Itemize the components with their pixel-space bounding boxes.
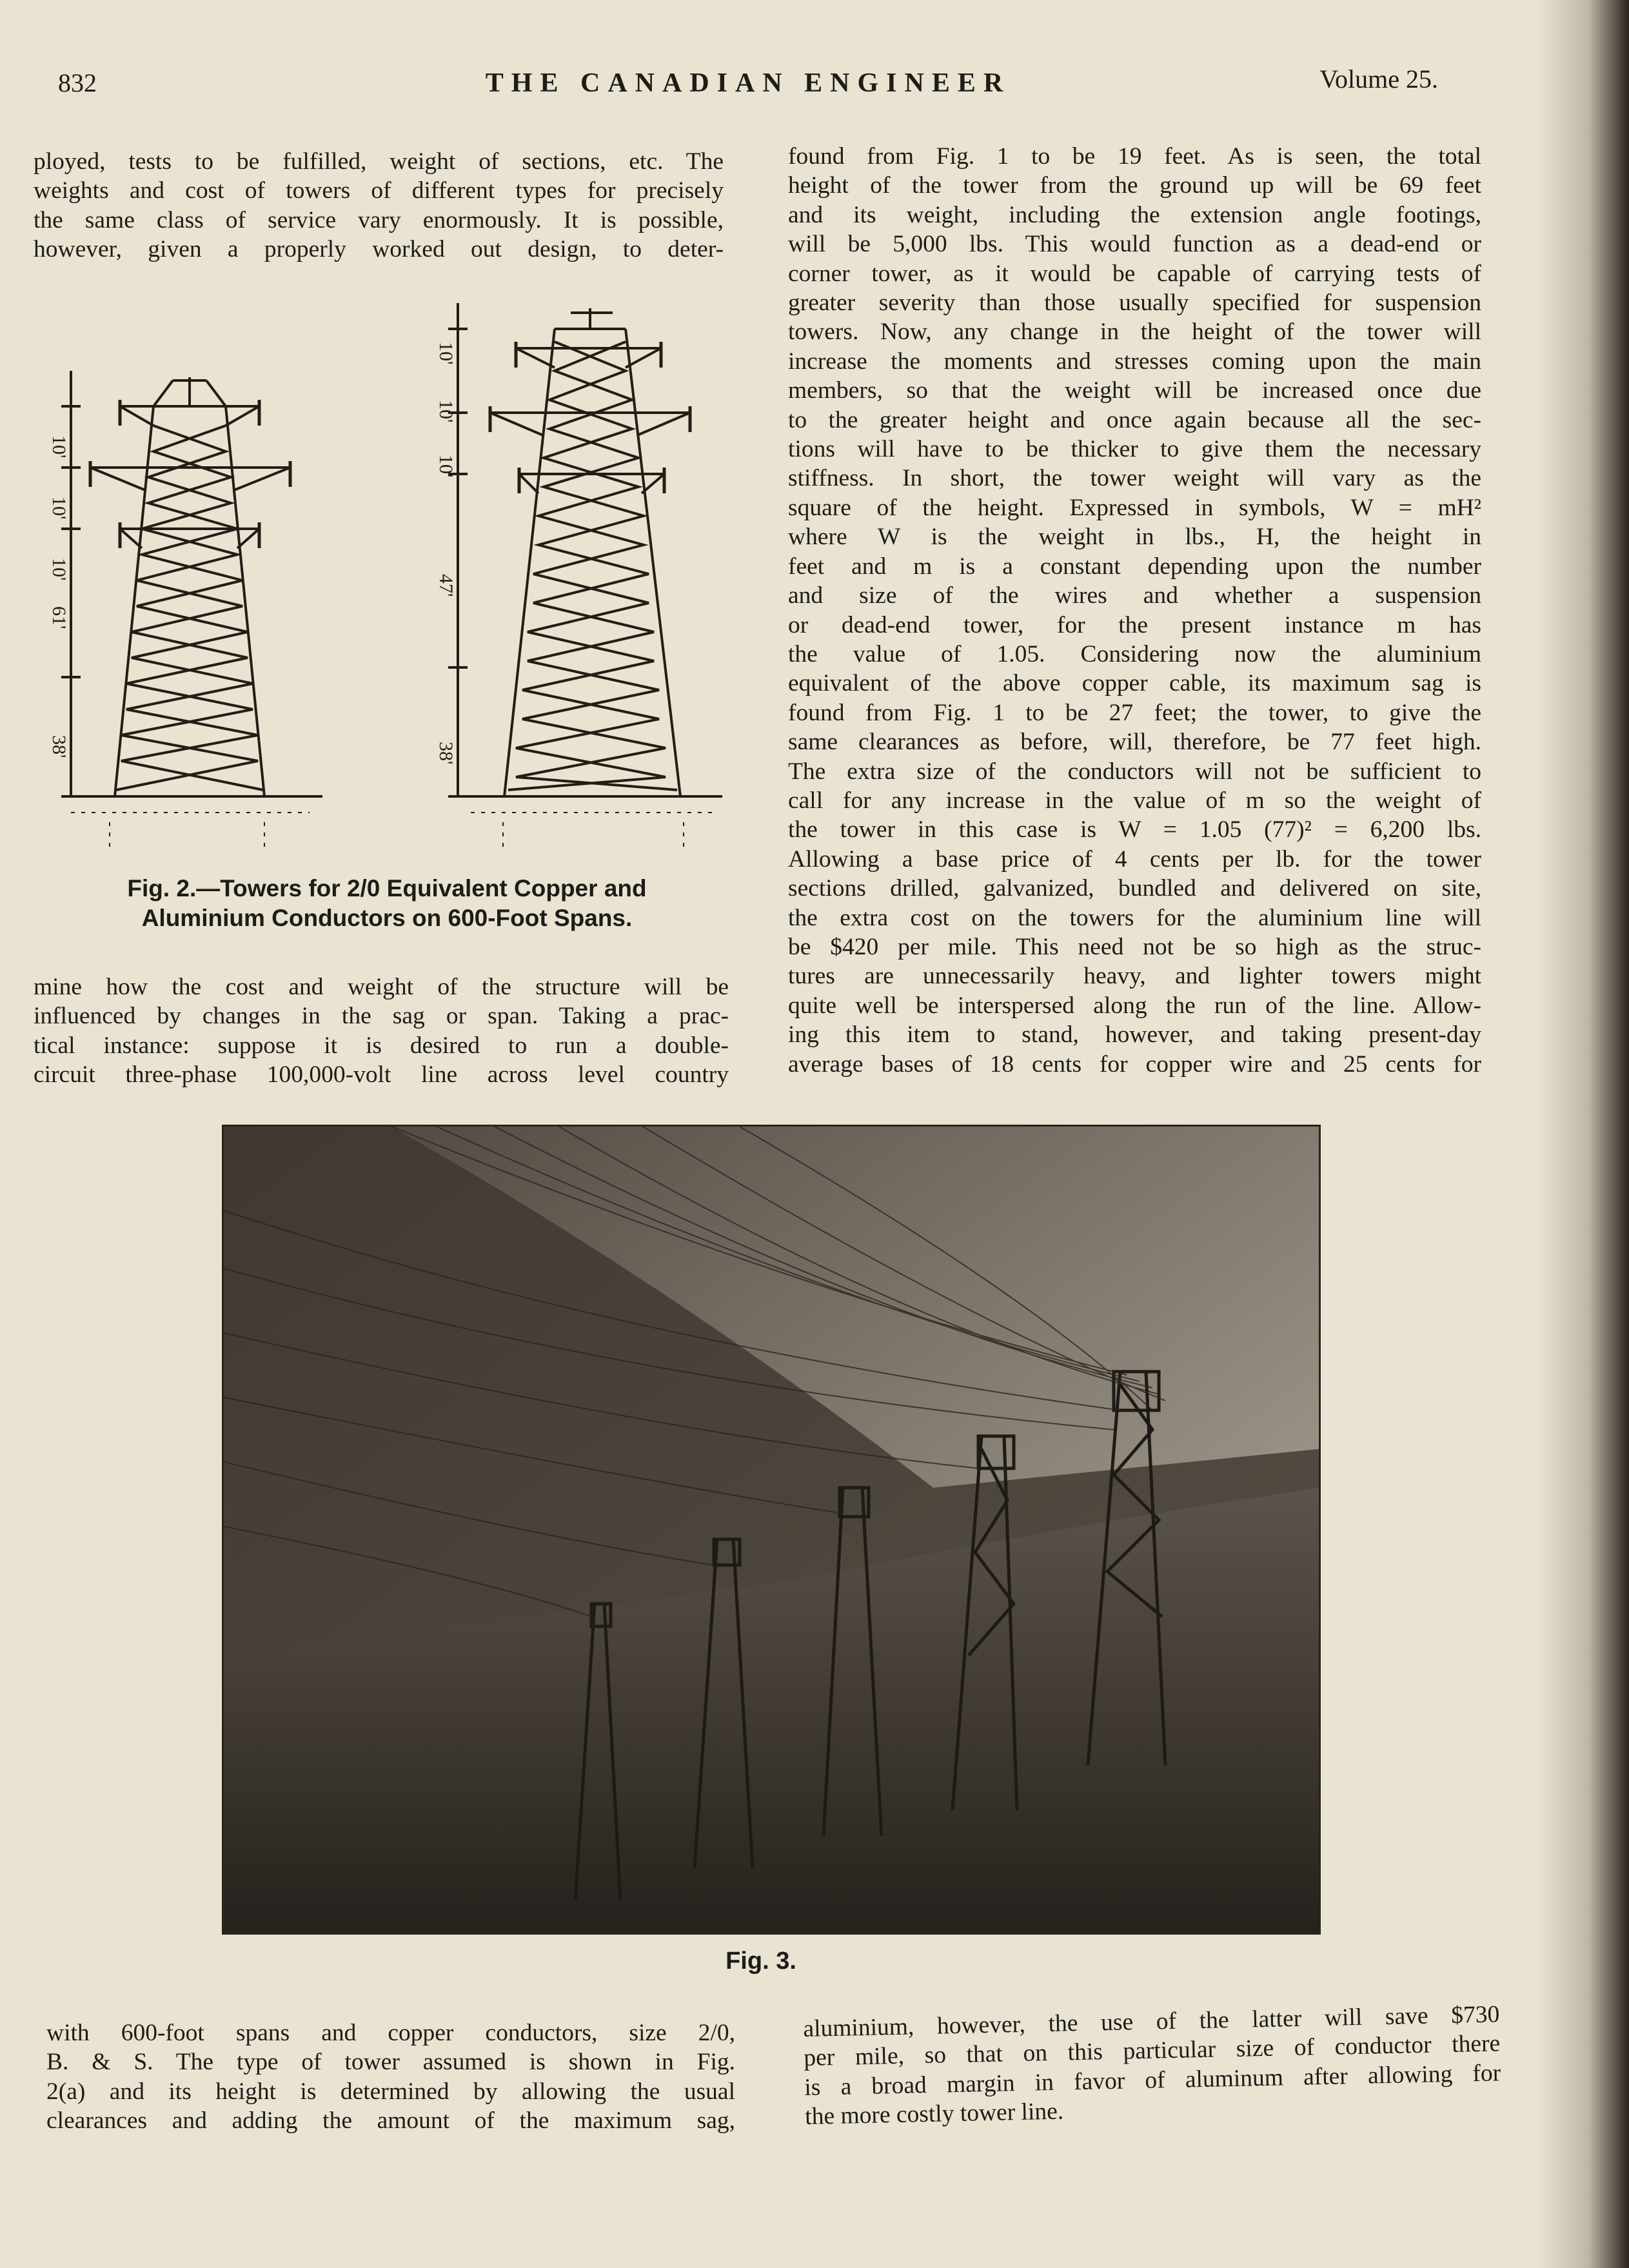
text-line: found from Fig. 1 to be 27 feet; the tower, to give the xyxy=(788,699,1481,726)
left-column-bottom-text xyxy=(46,2018,735,2136)
text-line: square of the height. Expressed in symbols, W = mH² xyxy=(788,494,1481,521)
text-line: members, so that the weight will be increased once due xyxy=(788,377,1481,404)
text-line: height of the tower from the ground up will be 69 feet xyxy=(788,172,1481,199)
text-line: weights and cost of towers of different types for precisely xyxy=(34,177,724,204)
text-line: call for any increase in the value of m so the weight of xyxy=(788,787,1481,814)
text-line: influenced by changes in the sag or span. Taking a prac- xyxy=(34,1003,729,1030)
text-line: per mile, so that on this particular size of conductor there xyxy=(803,2030,1501,2072)
text-line: feet and m is a constant depending upon the number xyxy=(788,553,1481,580)
text-line: is a broad margin in favor of aluminum after allowing for xyxy=(804,2060,1501,2101)
left-column-top-text xyxy=(34,147,724,264)
dimension-label: 10' xyxy=(48,435,70,459)
text-line: quite well be interspersed along the run of the line. Allow- xyxy=(788,992,1481,1019)
text-line: to the greater height and once again because all the sec- xyxy=(788,406,1481,433)
page-number: 832 xyxy=(58,68,97,97)
text-line: and its weight, including the extension angle footings, xyxy=(788,201,1481,228)
right-column-bottom-text xyxy=(803,2000,1502,2131)
text-line: circuit three-phase 100,000-volt line across level country xyxy=(34,1061,729,1089)
text-line: found from Fig. 1 to be 19 feet. As is seen, the total xyxy=(788,143,1481,170)
dimension-label: 38' xyxy=(48,735,70,758)
volume-label: Volume 25. xyxy=(1319,64,1438,94)
text-line: where W is the weight in lbs., H, the height in xyxy=(788,524,1481,551)
text-line: average bases of 18 cents for copper wire and 25 cents for xyxy=(788,1050,1481,1078)
text-line: ing this item to stand, however, and taking present-day xyxy=(788,1021,1481,1049)
dimension-label: 10' xyxy=(435,342,457,365)
text-line: tures are unnecessarily heavy, and lighter towers might xyxy=(788,963,1481,990)
figure-2-caption xyxy=(64,874,709,933)
text-line: B. & S. The type of tower assumed is shown in Fig. xyxy=(46,2049,735,2076)
text-line: with 600-foot spans and copper conductors, size 2/0, xyxy=(46,2020,735,2046)
dimension-label: 10' xyxy=(435,400,457,423)
text-line: the more costly tower line. xyxy=(804,2098,1064,2131)
text-line: same clearances as before, will, therefore, be 77 feet high. xyxy=(788,729,1481,756)
text-line: towers. Now, any change in the height of the tower will xyxy=(788,319,1481,346)
text-line: equivalent of the above copper cable, its maximum sag is xyxy=(788,670,1481,697)
text-line: tions will have to be thicker to give them the necessary xyxy=(788,436,1481,463)
dimension-label: 10' xyxy=(48,558,70,581)
text-line: the value of 1.05. Considering now the aluminium xyxy=(788,640,1481,667)
text-line: 2(a) and its height is determined by allowing the usual xyxy=(46,2078,735,2105)
transmission-line-photo xyxy=(222,1125,1321,1935)
text-line: tical instance: suppose it is desired to run a double- xyxy=(34,1032,729,1059)
text-line: stiffness. In short, the tower weight will vary as the xyxy=(788,465,1481,492)
figure-2-caption-line: Aluminium Conductors on 600-Foot Spans. xyxy=(141,905,633,931)
figure-3-caption: Fig. 3. xyxy=(726,1948,796,1975)
text-line: aluminium, however, the use of the latter will save $730 xyxy=(803,2001,1500,2042)
text-line: the same class of service vary enormously. It is possible, xyxy=(34,206,724,233)
figure-2-caption-line: Fig. 2.—Towers for 2/0 Equivalent Copper and xyxy=(127,875,647,902)
dimension-label: 38' xyxy=(435,742,457,765)
text-line: The extra size of the conductors will not be sufficient to xyxy=(788,758,1481,785)
dimension-label: 10' xyxy=(435,455,457,478)
text-line: corner tower, as it would be capable of carrying tests of xyxy=(788,260,1481,287)
text-line: ployed, tests to be fulfilled, weight of sections, etc. The xyxy=(34,148,724,175)
tower-b-drawing xyxy=(448,303,722,796)
tower-diagram xyxy=(45,297,722,864)
text-line: however, given a properly worked out design, to deter- xyxy=(34,236,724,263)
journal-title: THE CANADIAN ENGINEER xyxy=(485,68,1011,98)
text-line: clearances and adding the amount of the maximum sag, xyxy=(46,2107,735,2135)
text-line: the tower in this case is W = 1.05 (77)² = 6,200 lbs. xyxy=(788,816,1481,843)
dimension-label: 10' xyxy=(48,497,70,520)
text-line: mine how the cost and weight of the structure will be xyxy=(34,974,729,1000)
text-line: greater severity than those usually specified for suspension xyxy=(788,290,1481,317)
text-line: Allowing a base price of 4 cents per lb. for the tower xyxy=(788,845,1481,873)
page-binding-shadow xyxy=(1539,0,1629,2268)
text-line: be $420 per mile. This need not be so high as the struc- xyxy=(788,933,1481,960)
text-line: will be 5,000 lbs. This would function as a dead-end or xyxy=(788,231,1481,258)
page-header xyxy=(58,64,1438,113)
text-line: sections drilled, galvanized, bundled and delivered on site, xyxy=(788,875,1481,902)
tower-a-drawing xyxy=(61,371,322,796)
left-column-middle-text xyxy=(34,972,729,1090)
text-line: the extra cost on the towers for the aluminium line will xyxy=(788,904,1481,931)
right-column-text xyxy=(788,142,1481,1079)
text-line: or dead-end tower, for the present instance m has xyxy=(788,611,1481,638)
dimension-label: 61' xyxy=(48,606,70,629)
dimension-label: 47' xyxy=(435,574,457,597)
text-line: and size of the wires and whether a suspension xyxy=(788,582,1481,609)
text-line: increase the moments and stresses coming upon the main xyxy=(788,348,1481,375)
